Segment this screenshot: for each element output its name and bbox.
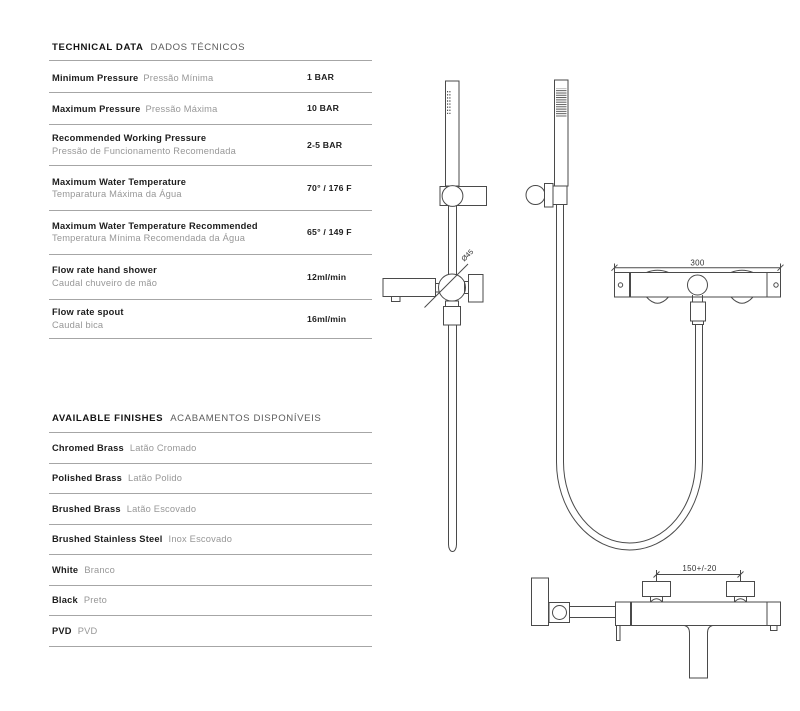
spec-label-en: Maximum Water Temperature Recommended: [52, 220, 258, 231]
table-row: [49, 254, 372, 299]
spray-face-hatch: [556, 89, 567, 117]
hanging-hose: [449, 325, 457, 552]
technical-drawings: [380, 60, 800, 700]
valve-handle: [469, 275, 484, 303]
table-row: [49, 299, 372, 339]
section-title-en: TECHNICAL DATA: [52, 42, 144, 53]
table-row: [49, 60, 372, 92]
finish-label-en: PVD: [52, 625, 72, 636]
hose-fitting: [444, 307, 461, 326]
finish-label-pt: Latão Cromado: [129, 442, 197, 453]
finish-label-en: Chromed Brass: [52, 442, 124, 453]
technical-data-table: [49, 33, 372, 339]
hose-curve-outer: [557, 462, 703, 550]
spec-label-pt: Caudal bica: [52, 319, 104, 330]
spec-value: 10 BAR: [307, 103, 340, 114]
spec-label-en: Recommended Working Pressure: [52, 133, 207, 144]
table-row: [49, 92, 372, 124]
hose-fitting: [691, 302, 706, 321]
table-row: [49, 124, 372, 166]
spec-label-en: Maximum Water Temperature: [52, 176, 187, 187]
finish-label-en: Black: [52, 595, 78, 605]
front-view-drawing: [383, 81, 487, 552]
finish-row: [49, 585, 372, 616]
table-row: [49, 165, 372, 210]
side-view-drawing: [526, 80, 703, 550]
top-view-drawing: [612, 259, 784, 463]
finish-row: [49, 493, 372, 524]
spec-label-pt: Temperatura Mínima Recomendada da Água: [52, 233, 246, 244]
end-cap: [767, 602, 781, 626]
spec-label-pt: Pressão Mínima: [143, 72, 214, 83]
spec-value: 2-5 BAR: [307, 139, 343, 150]
spec-label-en: Flow rate hand shower: [52, 265, 157, 275]
section-title-pt: ACABAMENTOS DISPONÍVEIS: [170, 413, 322, 424]
finish-label-en: Polished Brass: [52, 473, 122, 483]
finish-label-en: Brushed Stainless Steel: [52, 534, 163, 544]
finish-label-pt: Inox Escovado: [168, 534, 233, 544]
installation-view-drawing: [532, 564, 781, 678]
finish-label-pt: Latão Escovado: [126, 503, 197, 514]
holder-knob: [526, 186, 545, 205]
available-finishes-header: [49, 404, 372, 432]
hose-curve-inner: [564, 462, 696, 543]
valve-body: [439, 274, 466, 301]
spec-value: 70° / 176 F: [307, 183, 352, 193]
spec-label-pt: Caudal chuveiro de mão: [52, 277, 158, 288]
finish-label-pt: PVD: [77, 625, 98, 636]
bath-spout: [383, 279, 436, 297]
spec-label-en: Maximum Pressure: [52, 104, 141, 115]
hose-outlet: [688, 275, 708, 295]
spec-value: 16ml/min: [307, 313, 347, 324]
mixer-body: [616, 602, 768, 626]
holder-arm: [570, 607, 616, 618]
slider-knob: [442, 186, 463, 207]
finish-row: [49, 554, 372, 585]
holder-knob: [553, 606, 567, 620]
spec-value: 12ml/min: [307, 271, 347, 282]
spec-label-pt: Pressão de Funcionamento Recomendada: [52, 145, 236, 156]
finish-label-en: Brushed Brass: [52, 503, 121, 514]
dimension-bar-width: 300: [690, 258, 705, 268]
section-title-en: AVAILABLE FINISHES: [52, 413, 164, 424]
aerator: [392, 297, 401, 302]
dimension-handle-spacing: 150+/-20: [682, 564, 717, 573]
finish-label-pt: Preto: [83, 595, 108, 605]
section-title-pt: DADOS TÉCNICOS: [150, 42, 246, 53]
inlet-connector: [727, 582, 755, 597]
spec-label-en: Flow rate spout: [52, 307, 124, 317]
finish-label-pt: Latão Polido: [127, 473, 183, 483]
finish-label-en: White: [52, 564, 79, 575]
spec-label-pt: Temparatura Máxima da Água: [52, 189, 182, 199]
finish-row: [49, 524, 372, 555]
inlet-connector: [643, 582, 671, 597]
lever: [617, 626, 621, 641]
spec-label-pt: Pressão Máxima: [145, 104, 218, 115]
spec-value: 65° / 149 F: [307, 227, 352, 238]
spec-label-en: Minimum Pressure: [52, 72, 139, 83]
finish-row: [49, 615, 372, 646]
shower-holder: [532, 578, 549, 626]
technical-data-header: [49, 33, 372, 60]
finish-row: [49, 463, 372, 494]
spec-value: 1 BAR: [307, 71, 335, 82]
table-row: [49, 210, 372, 254]
spout: [685, 626, 713, 679]
finish-row: [49, 432, 372, 463]
finish-label-pt: Branco: [84, 564, 115, 575]
dimension-valve-diameter: Ø45: [459, 247, 476, 264]
holder-clamp: [553, 186, 567, 205]
available-finishes-table: [49, 404, 372, 647]
